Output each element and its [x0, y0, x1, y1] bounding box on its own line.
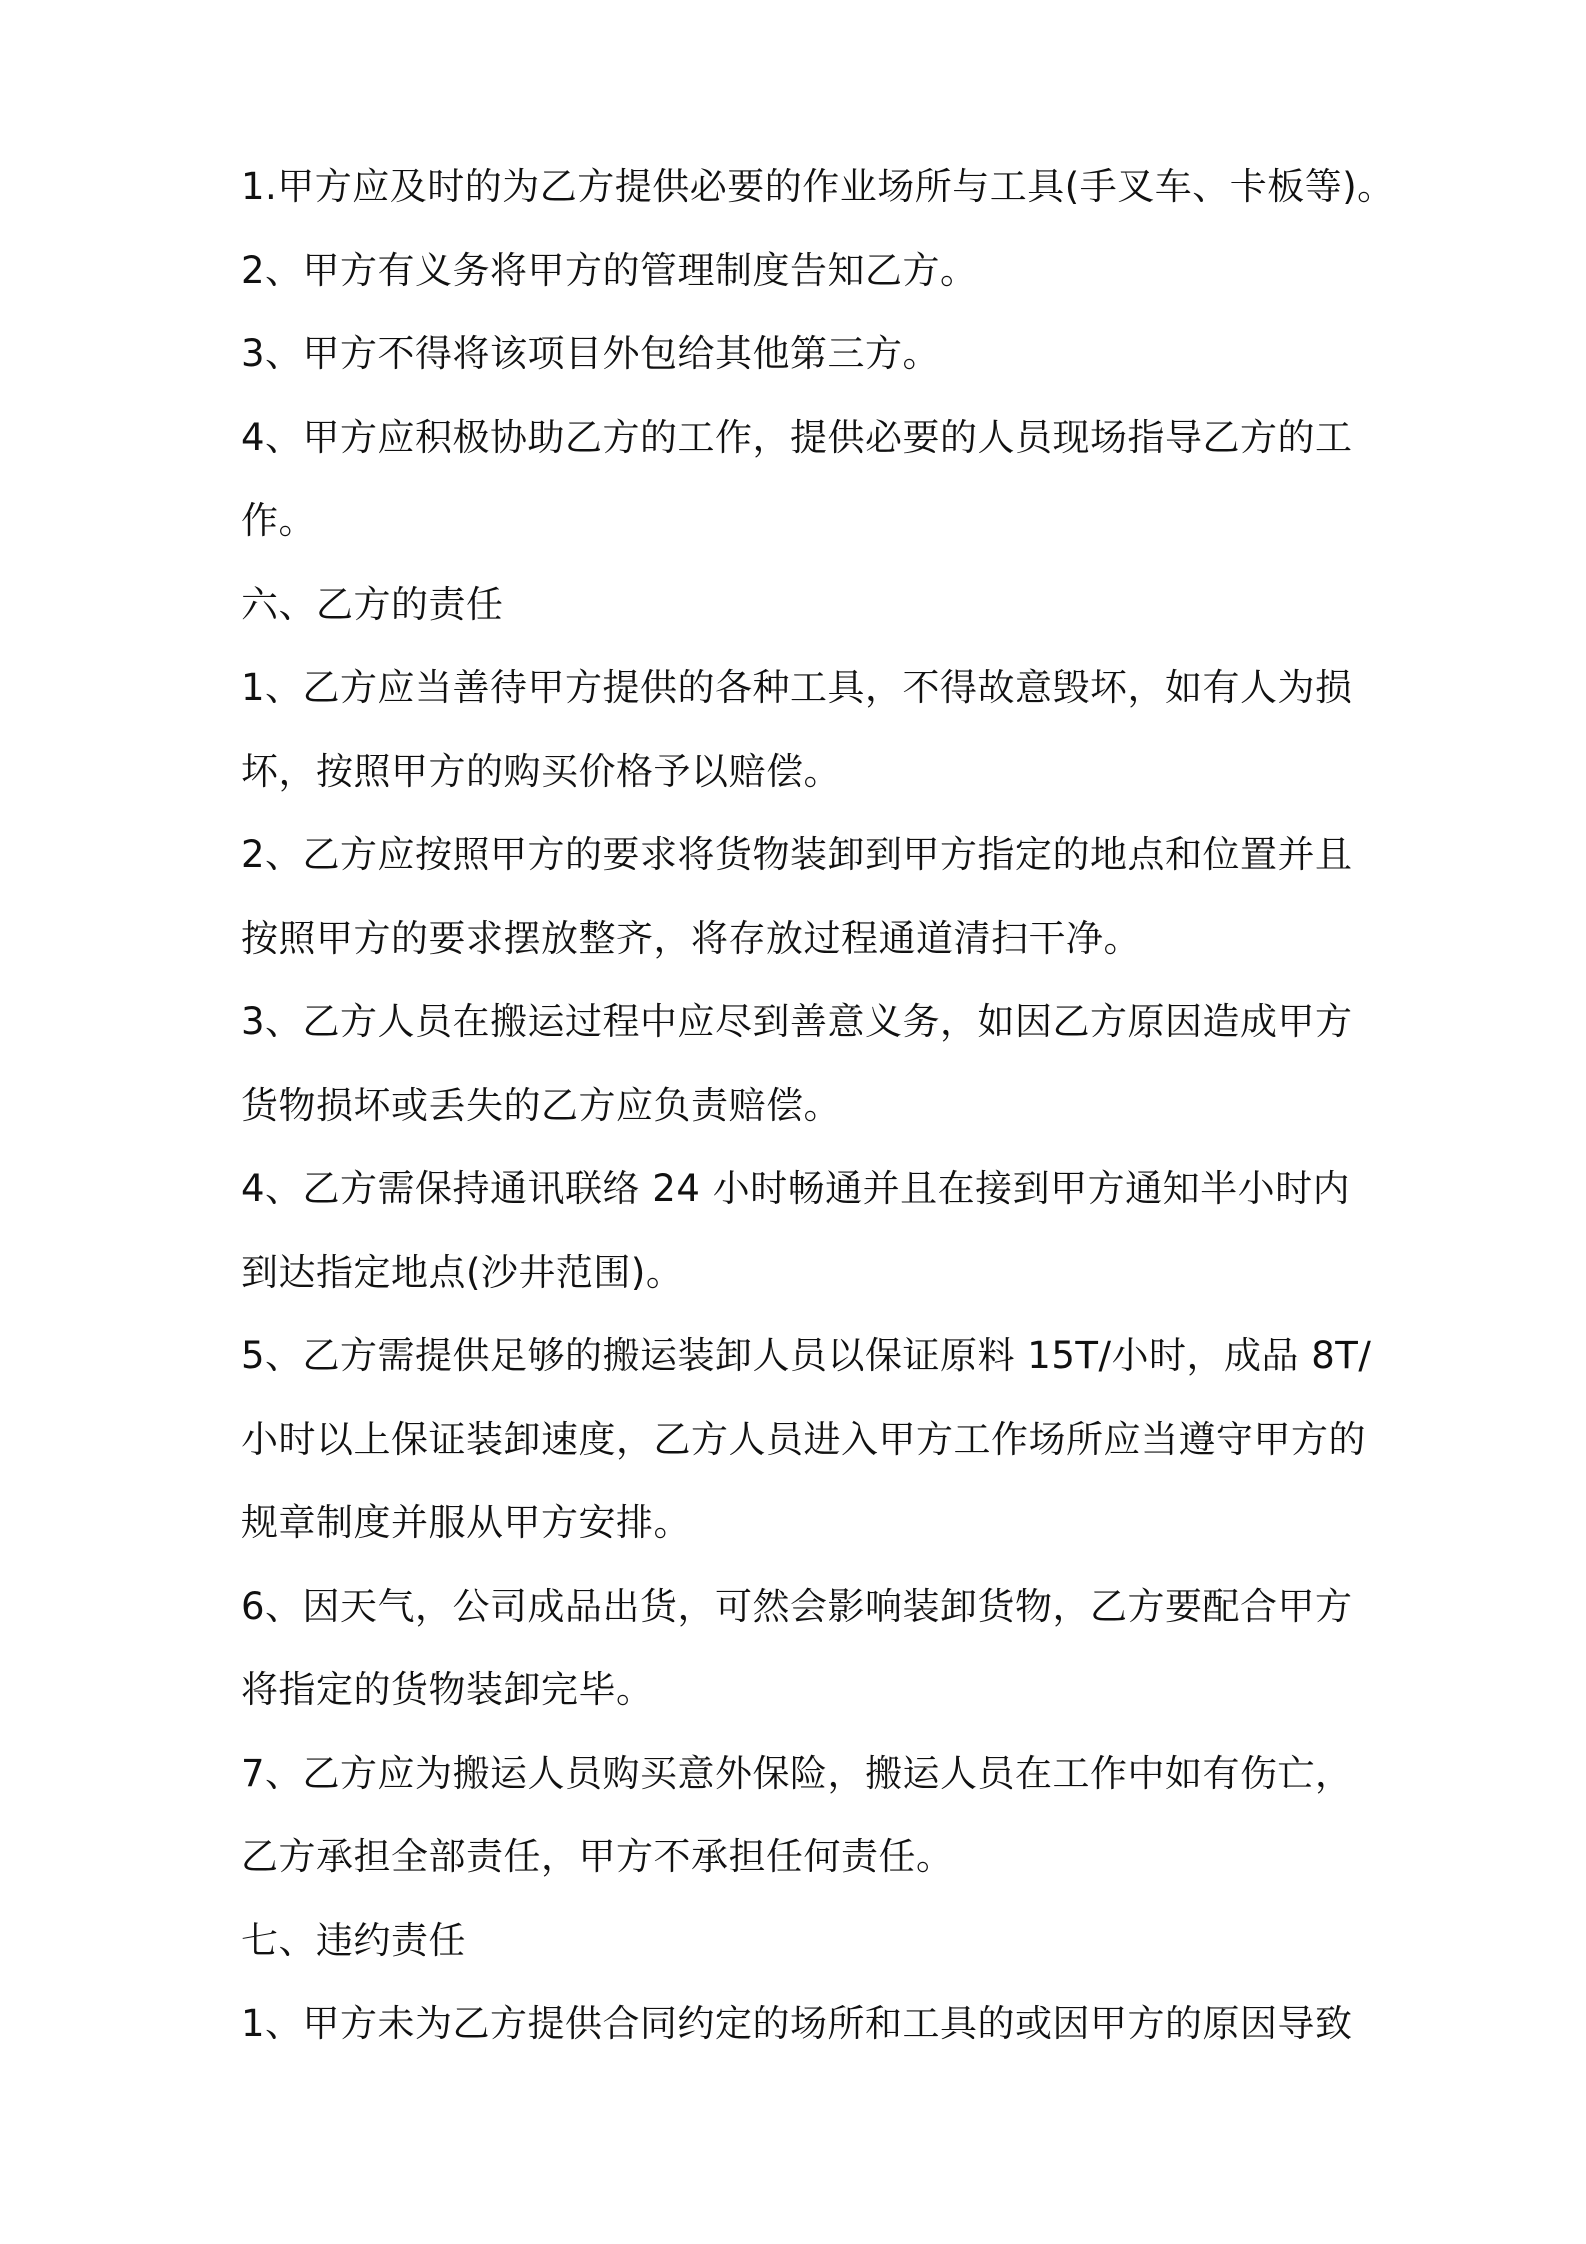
text-line: 2、乙方应按照甲方的要求将货物装卸到甲方指定的地点和位置并且 [241, 833, 1353, 876]
text-line: 货物损坏或丢失的乙方应负责赔偿。 [241, 1083, 841, 1127]
text-line: 6、因天气，公司成品出货，可然会影响装卸货物，乙方要配合甲方 [241, 1584, 1353, 1628]
text-line: 7、乙方应为搬运人员购买意外保险，搬运人员在工作中如有伤亡， [241, 1751, 1353, 1795]
text-line: 4、乙方需保持通讯联络 24 小时畅通并且在接到甲方通知半小时内 [241, 1167, 1351, 1210]
text-line: 按照甲方的要求摆放整齐，将存放过程通道清扫干净。 [241, 916, 1141, 960]
text-line: 4、甲方应积极协助乙方的工作，提供必要的人员现场指导乙方的工 [241, 415, 1353, 459]
text-line: 2、甲方有义务将甲方的管理制度告知乙方。 [241, 248, 978, 292]
text-line: 1、乙方应当善待甲方提供的各种工具，不得故意毁坏，如有人为损 [241, 666, 1353, 709]
text-line: 小时以上保证装卸速度，乙方人员进入甲方工作场所应当遵守甲方的 [241, 1417, 1366, 1461]
text-line: 1.甲方应及时的为乙方提供必要的作业场所与工具(手叉车、卡板等)。 [241, 165, 1395, 208]
text-line: 乙方承担全部责任，甲方不承担任何责任。 [241, 1835, 954, 1878]
section-heading: 七、违约责任 [241, 1918, 466, 1962]
text-line: 3、乙方人员在搬运过程中应尽到善意义务，如因乙方原因造成甲方 [241, 1000, 1353, 1043]
text-line: 作。 [241, 499, 316, 542]
document-body [241, 145, 1395, 2066]
text-line: 5、乙方需提供足够的搬运装卸人员以保证原料 15T/小时，成品 8T/ [241, 1334, 1372, 1377]
text-line: 1、甲方未为乙方提供合同约定的场所和工具的或因甲方的原因导致 [241, 2002, 1353, 2045]
text-line: 到达指定地点(沙井范围)。 [241, 1250, 684, 1294]
text-line: 将指定的货物装卸完毕。 [241, 1668, 654, 1711]
text-line: 规章制度并服从甲方安排。 [241, 1501, 691, 1544]
text-line: 坏，按照甲方的购买价格予以赔偿。 [241, 749, 841, 793]
text-line: 3、甲方不得将该项目外包给其他第三方。 [241, 332, 941, 375]
section-heading: 六、乙方的责任 [241, 582, 504, 626]
